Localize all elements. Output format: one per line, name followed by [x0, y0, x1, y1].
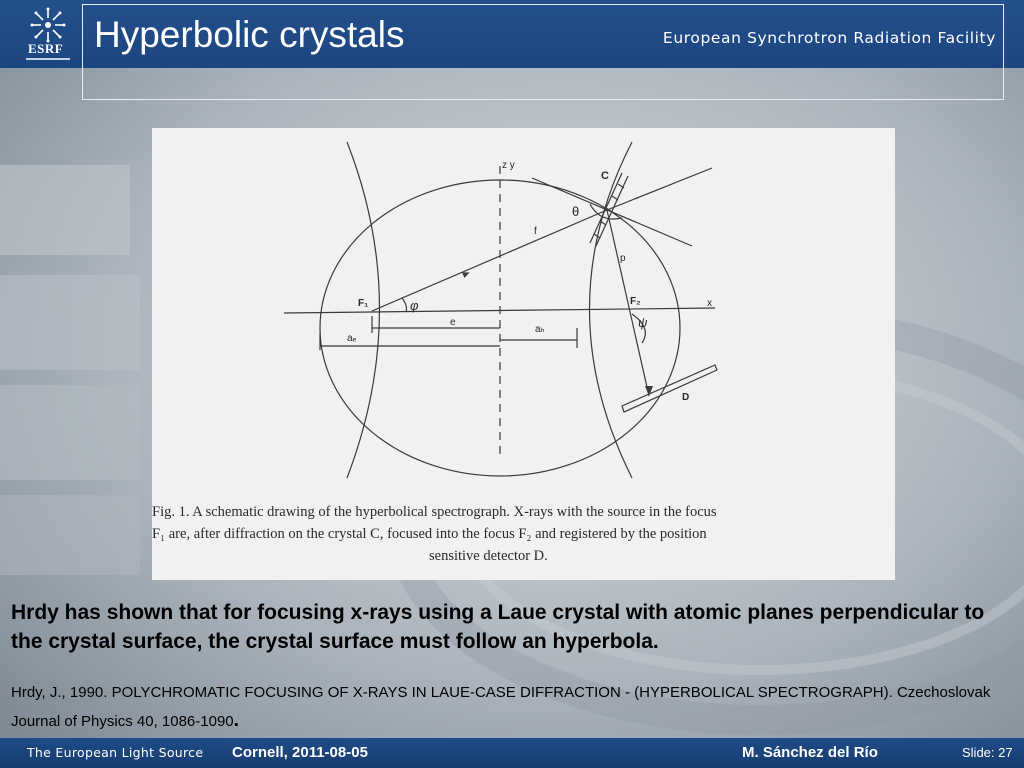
reference-period: . — [233, 710, 239, 731]
label-e: e — [450, 317, 456, 328]
logo-text: ESRF — [28, 41, 64, 56]
hyperbola-right — [590, 142, 633, 478]
label-F1: F₁ — [358, 298, 369, 309]
spectrograph-figure — [152, 128, 895, 580]
figure-caption-line2: F₁ are, after diffraction on the crystal C, focused into the focus F₂ and registered by the position — [152, 526, 707, 542]
label-ae: aₑ — [347, 333, 357, 344]
label-psi: ψ — [638, 315, 648, 330]
reference-citation — [11, 679, 1016, 736]
label-F2: F₂ — [630, 296, 641, 307]
label-x-axis: x — [707, 298, 712, 309]
figure-caption-line1: Fig. 1. A schematic drawing of the hyperbolical spectrograph. X-rays with the source in the focus — [152, 504, 717, 520]
crystal — [590, 173, 628, 246]
slide-number: Slide: 27 — [962, 745, 1013, 760]
figure-caption-line3: sensitive detector D. — [429, 548, 548, 564]
label-p: p — [620, 253, 626, 264]
label-phi: φ — [410, 298, 419, 313]
reference-text: Hrdy, J., 1990. POLYCHROMATIC FOCUSING OF X-RAYS IN LAUE-CASE DIFFRACTION - (HYPERBOLICAL SPECTROGRAPH). Czechoslovak Journal of Physics 40, 1086-1090 — [11, 684, 991, 730]
label-ah: aₕ — [535, 324, 545, 335]
page-title: Hyperbolic crystals — [94, 14, 405, 55]
label-z-axis: z y — [502, 160, 515, 171]
label-crystal: C — [601, 170, 609, 182]
ray-f1-crystal — [372, 210, 607, 311]
main-text: Hrdy has shown that for focusing x-rays using a Laue crystal with atomic planes perpendicular to the crystal surface, the crystal surface must follow an hyperbola. — [11, 601, 985, 653]
label-f: f — [534, 226, 537, 237]
label-detector: D — [682, 392, 690, 403]
organization-name: European Synchrotron Radiation Facility — [662, 29, 996, 47]
footer-tagline: The European Light Source — [27, 745, 204, 760]
detector — [622, 365, 717, 412]
footer-bar — [0, 738, 1024, 768]
title-frame — [82, 4, 1004, 100]
footer-author: M. Sánchez del Río — [742, 744, 878, 761]
label-theta: θ — [572, 204, 580, 219]
footer-date: Cornell, 2011-08-05 — [232, 744, 368, 761]
